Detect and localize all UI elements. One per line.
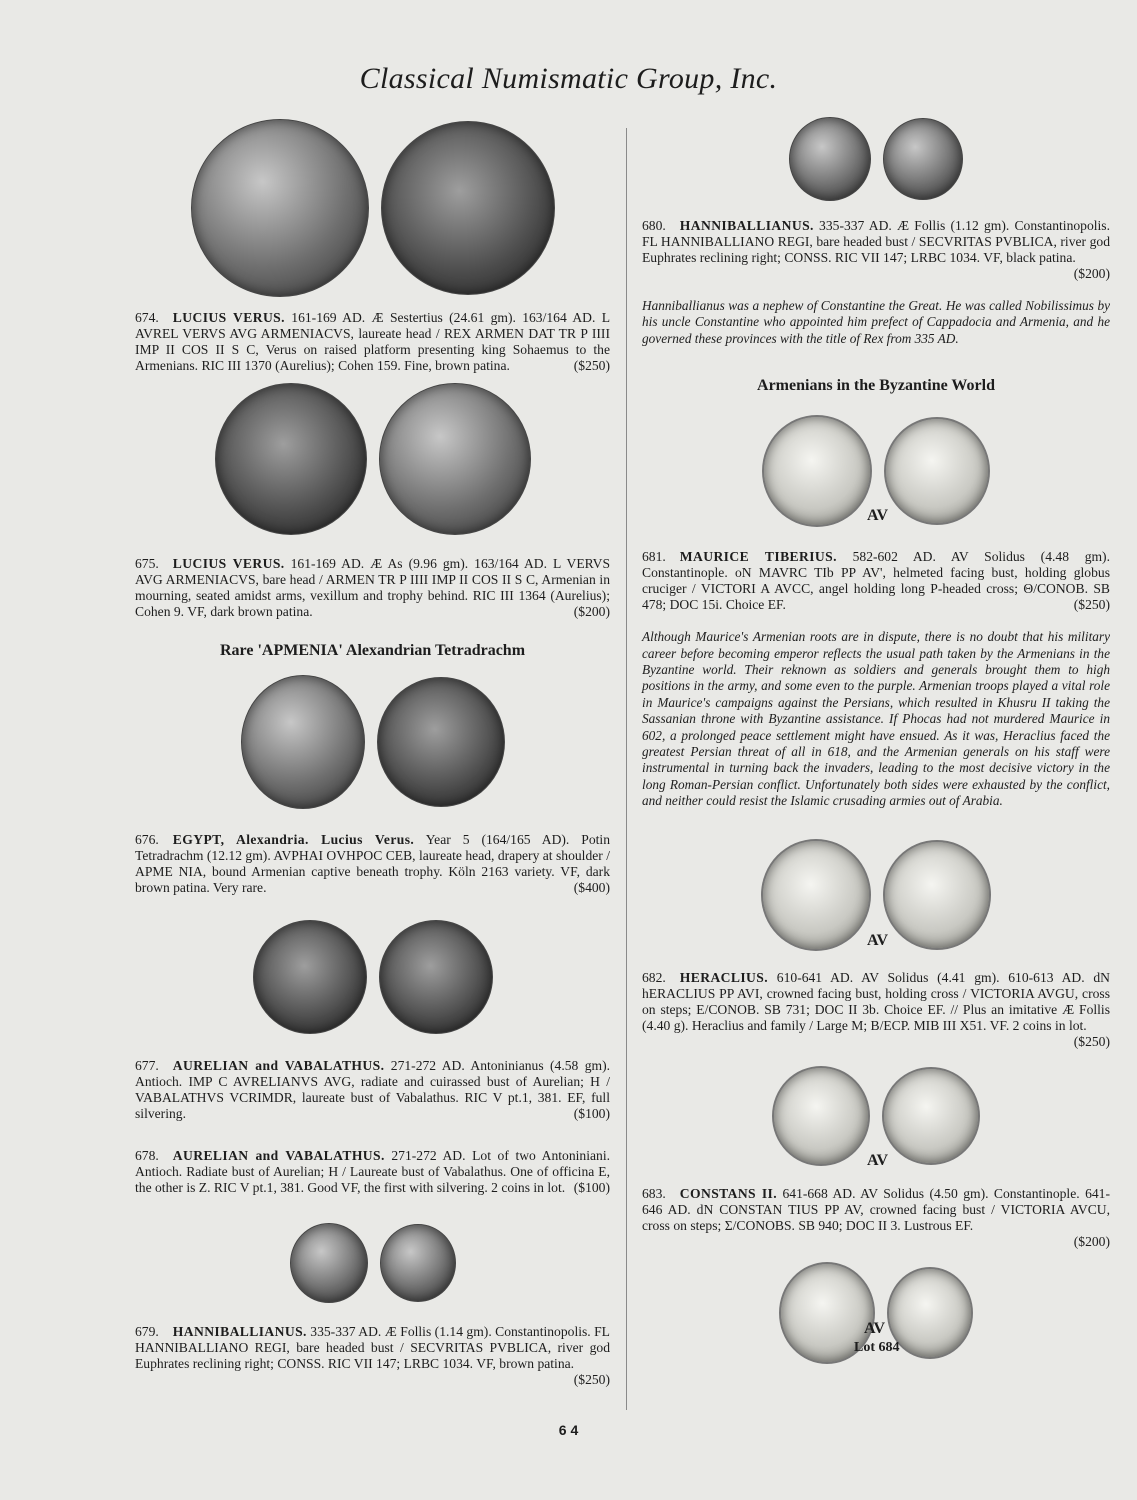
coin-images-683 (642, 1066, 1110, 1169)
coin-reverse-681 (884, 417, 990, 525)
coin-obverse-680 (789, 117, 871, 201)
coin-reverse-682 (883, 840, 991, 950)
coin-reverse-676 (377, 677, 505, 807)
coin-images-681 (642, 415, 1110, 527)
left-column (135, 120, 610, 1388)
coin-images-675 (135, 384, 610, 534)
lot-678: 678. AURELIAN and VABALATHUS. 271-272 AD. Lot of two Antoniniani. Antioch. Radiate bust of Aurelian; H / Laureate bust of Vabalathus. One of officina E, the other is Z. RIC V pt.1, 381. Good VF, the first with silvering. 2 coins in lot. ($100) (135, 1148, 610, 1195)
coin-obverse-677 (253, 920, 367, 1034)
coin-reverse-679 (380, 1224, 456, 1302)
section-title-apmenia: Rare 'APMENIA' Alexandrian Tetradrachm (219, 642, 526, 659)
lot-677: 677. AURELIAN and VABALATHUS. 271-272 AD. Antoninianus (4.58 gm). Antioch. IMP C AVRELIANVS AVG, radiate and cuirassed bust of Aurelian; H / VABALATHVS VCRIMDR, laureate bust of Vabalathus. RIC V pt.1, 381. EF, full silvering. ($100) (135, 1058, 610, 1121)
coin-obverse-681 (762, 415, 872, 527)
lot-682: 682. HERACLIUS. 610-641 AD. AV Solidus (4.41 gm). 610-613 AD. dN hERACLIUS PP AVI, crowned facing bust, holding cross / VICTORIA AVGU, cross on steps; E/CONOB. SB 731; DOC II 3b. Choice EF. // Plus an imitative Æ Follis (4.40 g). Heraclius and family / Large M; B/ECP. MIB III X51. VF. 2 coins in lot. ($250) (642, 969, 1110, 1049)
right-column (642, 118, 1110, 1362)
note-maurice: Although Maurice's Armenian roots are in dispute, there is no doubt that his military career before becoming emperor reflects the usual path taken by the Armenians in the Byzantine world. Their reknown as soldiers and generals brought them to high positions in the army, and some even to the purple. Armenian troops played a vital role in Maurice's campaigns against the Persians, which resulted in Khusru II taking the Sassanian throne with Byzantine assistance. If Phocas had not murdered Maurice in 602, a prolonged peace settlement might have ensued. As it was, Heraclius faced the greatest Persian threat of all in 618, and the Armenian generals on his staff were instrumental in turning back the invaders, leading to the most decisive victory in the long Roman-Persian conflict. Unfortunately both sides were exhausted by the conflict, and neither could resist the Islamic crusading armies out of Arabia. (642, 629, 1110, 809)
metal-label-681: AV (867, 507, 889, 525)
coin-images-684 (642, 1264, 1110, 1362)
column-divider (626, 128, 627, 1410)
lot-683: 683. CONSTANS II. 641-668 AD. AV Solidus (4.50 gm). Constantinople. 641-646 AD. dN CONSTAN TIUS PP AV, crowned facing bust / VICTORIA AVCU, cross on steps; Σ/CONOBS. SB 940; DOC II 3. Lustrous EF. ($200) (642, 1185, 1110, 1249)
lot-676: 676. EGYPT, Alexandria. Lucius Verus. Year 5 (164/165 AD). Potin Tetradrachm (12.12 gm). AVPHAI OVHPOC CEB, laureate head, drapery at shoulder / APME NIA, bound Armenian captive beneath trophy. Köln 2163 variety. VF, dark brown patina. Very rare. ($400) (135, 832, 610, 895)
coin-images-682 (642, 840, 1110, 950)
lot-679: 679. HANNIBALLIANUS. 335-337 AD. Æ Follis (1.14 gm). Constantinopolis. FL HANNIBALLIANO REGI, bare headed bust / SECVRITAS PVBLICA, river god Euphrates reclining right; CONSS. RIC VII 147; LRBC 1034. VF, brown patina. ($250) (135, 1324, 610, 1387)
metal-label-682: AV (867, 931, 889, 949)
coin-images-679 (135, 1224, 610, 1302)
coin-reverse-675 (379, 383, 531, 535)
lot-680: 680. HANNIBALLIANUS. 335-337 AD. Æ Follis (1.12 gm). Constantinopolis. FL HANNIBALLIANO REGI, bare headed bust / SECVRITAS PVBLICA, river god Euphrates reclining right; CONSS. RIC VII 147; LRBC 1034. VF, black patina. ($200) (642, 218, 1110, 281)
coin-obverse-674 (191, 119, 369, 297)
coin-obverse-679 (290, 1223, 368, 1303)
lot-684-label: Lot 684 (854, 1339, 900, 1355)
page-number: 6 4 (558, 1422, 579, 1438)
coin-reverse-677 (379, 920, 493, 1034)
note-hanniballianus: Hanniballianus was a nephew of Constantine the Great. He was called Nobilissimus by his uncle Constantine who appointed him prefect of Cappadocia and Armenia, and he governed these provinces with the title of Rex from 335 AD. (642, 298, 1110, 346)
lot-674: 674. LUCIUS VERUS. 161-169 AD. Æ Sestertius (24.61 gm). 163/164 AD. L AVREL VERVS AVG ARMENIACVS, laureate head / REX ARMEN DAT TR P IIII IMP II COS II S C, Verus on raised platform presenting king Sohaemus to the Armenians. RIC III 1370 (Aurelius); Cohen 159. Fine, brown patina. ($250) (135, 310, 611, 373)
section-title-byzantine: Armenians in the Byzantine World (757, 377, 995, 395)
lot-681: 681. MAURICE TIBERIUS. 582-602 AD. AV Solidus (4.48 gm). Constantinople. oN MAVRC TIb PP AV', helmeted facing bust, holding globus cruciger / VICTORI A AVCC, angel holding long P-headed cross; Θ/CONOB. SB 478; DOC 15i. Choice EF. ($250) (642, 549, 1110, 613)
metal-label-683: AV (867, 1151, 889, 1169)
coin-reverse-684 (887, 1267, 973, 1359)
page-header-title: Classical Numismatic Group, Inc. (359, 62, 778, 95)
coin-images-674 (135, 120, 610, 296)
lot-675: 675. LUCIUS VERUS. 161-169 AD. Æ As (9.96 gm). 163/164 AD. L VERVS AVG ARMENIACVS, bare head / ARMEN TR P IIII IMP II COS II S C, Armenian in mourning, seated amidst arms, vexillum and trophy behind. RIC III 1364 (Aurelius); Cohen 9. VF, dark brown patina. ($200) (135, 556, 610, 619)
coin-images-677 (135, 920, 610, 1034)
coin-reverse-680 (883, 118, 963, 200)
coin-obverse-675 (215, 383, 367, 535)
coin-obverse-676 (241, 675, 365, 809)
coin-images-680 (642, 118, 1110, 200)
coin-obverse-683 (772, 1066, 870, 1166)
coin-images-676 (135, 676, 610, 808)
coin-reverse-674 (381, 121, 555, 295)
metal-label-684: AV (864, 1319, 886, 1337)
coin-obverse-682 (761, 839, 871, 951)
coin-reverse-683 (882, 1067, 980, 1165)
